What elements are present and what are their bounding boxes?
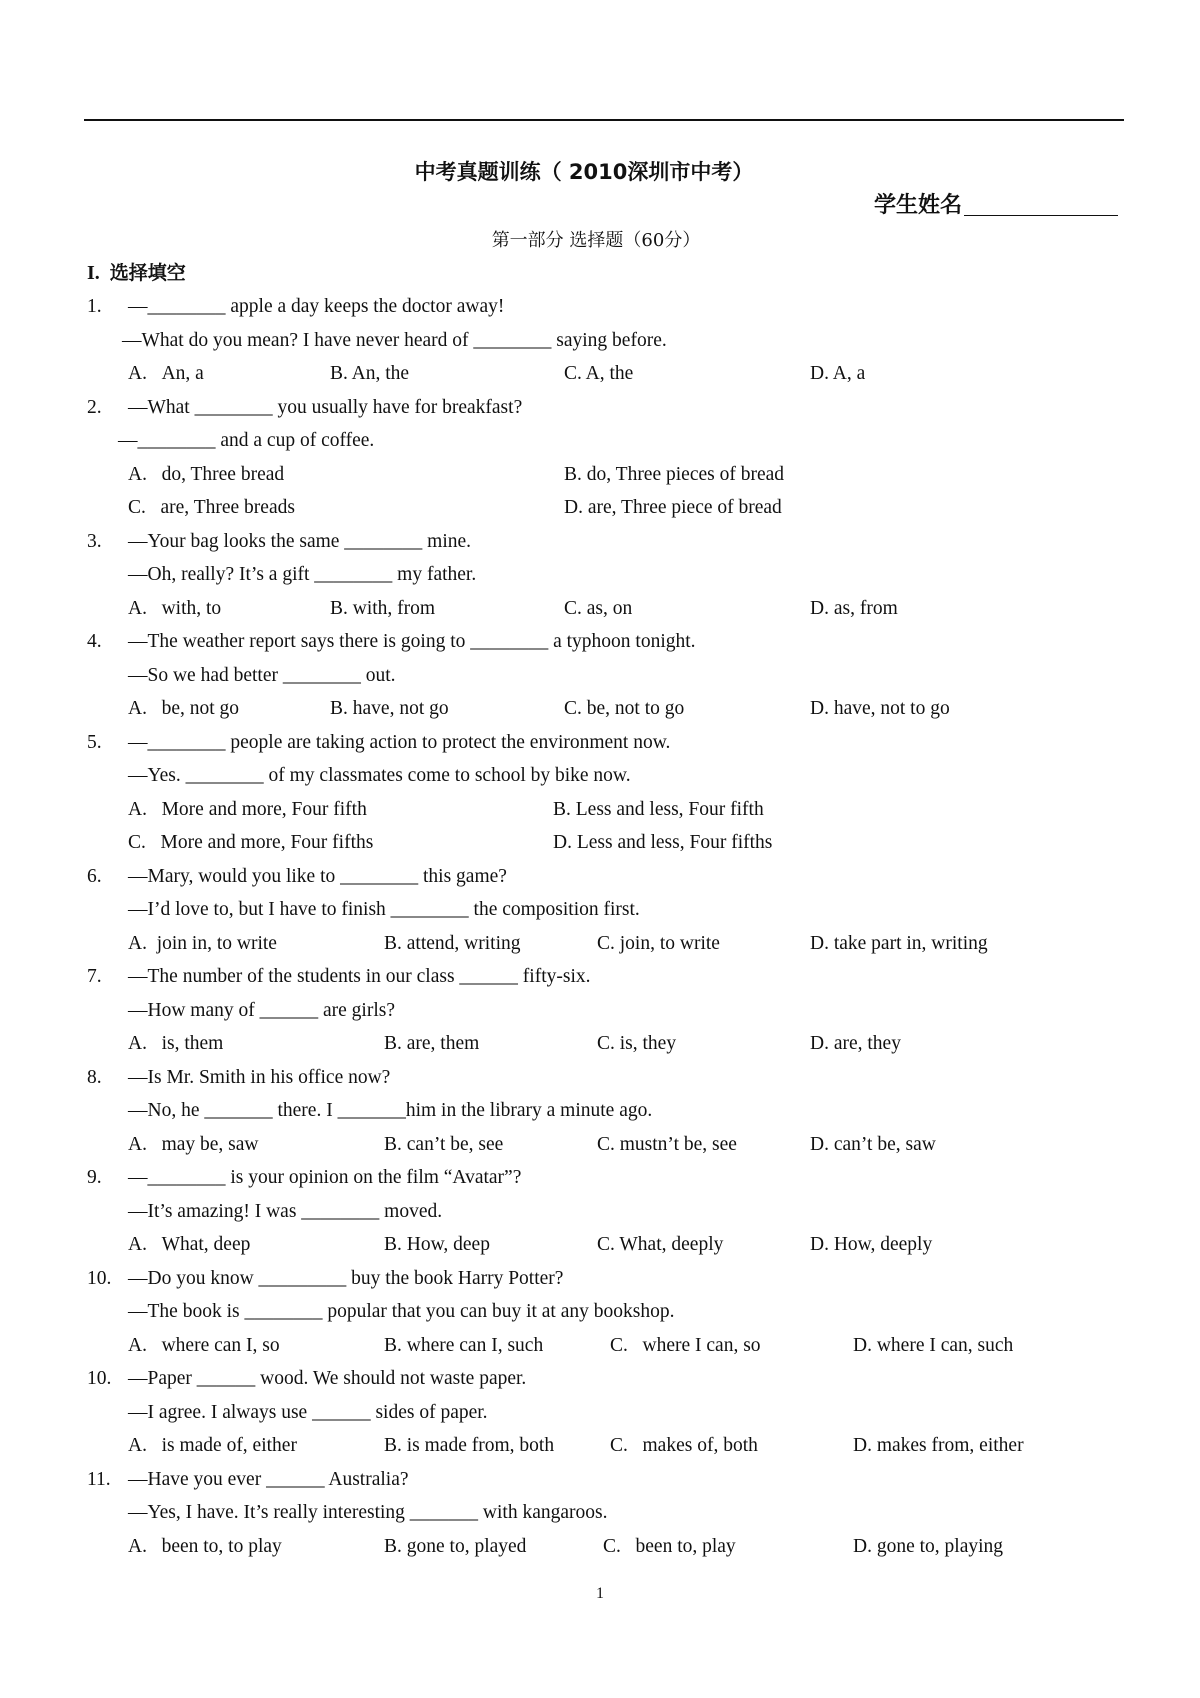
question-stem <box>0 1463 1200 1497</box>
question-number: 10. <box>87 1368 112 1389</box>
question-line: —Do you know _________ buy the book Harry Potter? <box>128 1267 564 1289</box>
page-title-text: 中考真题训练（ 2010深圳市中考） <box>414 160 754 184</box>
question-number: 10. <box>87 1267 112 1289</box>
question-line: —Mary, would you like to ________ this game? <box>128 865 507 887</box>
header-rule <box>84 119 1124 121</box>
answer-option-a[interactable]: A. be, not go <box>128 698 240 719</box>
section-title: 选择填空 <box>109 262 186 284</box>
options-row <box>0 1128 1200 1162</box>
question-number: 4. <box>87 631 102 652</box>
answer-option-c[interactable]: C. What, deeply <box>597 1234 724 1255</box>
question-line: —The weather report says there is going to ________ a typhoon tonight. <box>128 631 696 652</box>
answer-option-d[interactable]: D. A, a <box>810 363 866 384</box>
question-stem <box>0 726 1200 760</box>
question-reply <box>0 1195 1200 1229</box>
question-number: 8. <box>87 1066 102 1088</box>
question-list <box>0 290 1200 1563</box>
question-number: 7. <box>87 966 102 987</box>
answer-option-d[interactable]: D. Less and less, Four fifths <box>553 832 773 853</box>
answer-option-b[interactable]: B. where can I, such <box>384 1334 544 1356</box>
answer-option-c[interactable]: C. join, to write <box>597 932 720 954</box>
question-stem <box>0 1362 1200 1396</box>
question-line: —Oh, really? It’s a gift ________ my father. <box>128 564 477 585</box>
answer-option-a[interactable]: A. An, a <box>128 363 204 384</box>
question-line: —Is Mr. Smith in his office now? <box>128 1066 391 1088</box>
answer-option-b[interactable]: B. do, Three pieces of bread <box>564 463 785 485</box>
answer-option-d[interactable]: D. How, deeply <box>810 1234 933 1255</box>
question-line: —How many of ______ are girls? <box>128 999 395 1021</box>
options-row <box>0 1027 1200 1061</box>
answer-option-c[interactable]: C. is, they <box>597 1033 677 1054</box>
answer-option-a[interactable]: A. do, Three bread <box>128 463 285 485</box>
answer-option-d[interactable]: D. take part in, writing <box>810 932 988 954</box>
answer-option-a[interactable]: A. with, to <box>128 597 222 619</box>
answer-option-b[interactable]: B. An, the <box>330 363 410 384</box>
answer-option-a[interactable]: A. where can I, so <box>128 1334 280 1356</box>
answer-option-c[interactable]: C. A, the <box>564 363 634 384</box>
answer-option-c[interactable]: C. been to, play <box>603 1535 736 1557</box>
answer-option-d[interactable]: D. are, they <box>810 1033 901 1054</box>
options-row <box>0 1530 1200 1564</box>
options-row <box>0 491 1200 525</box>
answer-option-b[interactable]: B. have, not go <box>330 698 449 719</box>
question-line: —Yes, I have. It’s really interesting _______ with kangaroos. <box>128 1502 608 1523</box>
question-reply <box>0 893 1200 927</box>
question-reply <box>0 324 1200 358</box>
question-stem <box>0 1161 1200 1195</box>
question-stem <box>0 1262 1200 1296</box>
options-row <box>0 927 1200 961</box>
section-number: I. <box>87 262 100 284</box>
question-stem <box>0 860 1200 894</box>
answer-option-c[interactable]: C. be, not to go <box>564 698 685 719</box>
part-heading-text: 第一部分 选择题（60分） <box>491 230 701 251</box>
answer-option-d[interactable]: D. have, not to go <box>810 698 950 719</box>
question-stem <box>0 525 1200 559</box>
question-number: 11. <box>87 1468 111 1490</box>
answer-option-a[interactable]: A. may be, saw <box>128 1133 259 1155</box>
question-number: 1. <box>87 296 102 317</box>
question-number: 2. <box>87 396 102 418</box>
answer-option-a[interactable]: A. What, deep <box>128 1234 251 1255</box>
answer-option-b[interactable]: B. gone to, played <box>384 1535 527 1557</box>
question-line: —What ________ you usually have for breakfast? <box>128 396 523 418</box>
answer-option-b[interactable]: B. with, from <box>330 597 436 619</box>
question-line: —Have you ever ______ Australia? <box>128 1468 409 1490</box>
question-line: —________ and a cup of coffee. <box>118 430 375 451</box>
answer-option-d[interactable]: D. where I can, such <box>853 1334 1014 1356</box>
answer-option-a[interactable]: A. is, them <box>128 1033 224 1054</box>
question-line: —So we had better ________ out. <box>128 664 396 686</box>
options-row <box>0 592 1200 626</box>
student-name-field <box>874 188 1118 219</box>
answer-option-a[interactable]: A. is made of, either <box>128 1435 297 1456</box>
question-reply <box>0 759 1200 793</box>
question-reply <box>0 1396 1200 1430</box>
question-line: —No, he _______ there. I _______him in the library a minute ago. <box>128 1100 653 1121</box>
question-line: —The number of the students in our class ______ fifty-six. <box>128 966 591 987</box>
options-row <box>0 1329 1200 1363</box>
question-reply <box>0 659 1200 693</box>
section-heading <box>87 258 186 285</box>
part-heading <box>0 226 1200 252</box>
question-reply <box>0 1496 1200 1530</box>
question-line: —________ is your opinion on the film “Avatar”? <box>128 1167 522 1188</box>
answer-option-d[interactable]: D. makes from, either <box>853 1435 1024 1456</box>
answer-option-a[interactable]: A. More and more, Four fifth <box>128 798 367 820</box>
answer-option-b[interactable]: B. attend, writing <box>384 932 521 954</box>
question-line: —The book is ________ popular that you can buy it at any bookshop. <box>128 1301 675 1322</box>
answer-option-a[interactable]: A. been to, to play <box>128 1535 282 1557</box>
options-row <box>0 357 1200 391</box>
question-reply <box>0 1094 1200 1128</box>
question-number: 9. <box>87 1167 102 1188</box>
answer-option-c[interactable]: C. where I can, so <box>610 1334 761 1356</box>
question-stem <box>0 960 1200 994</box>
answer-option-a[interactable]: A. join in, to write <box>128 932 277 954</box>
question-reply <box>0 994 1200 1028</box>
question-reply <box>0 1295 1200 1329</box>
options-row <box>0 458 1200 492</box>
question-stem <box>0 1061 1200 1095</box>
answer-option-b[interactable]: B. Less and less, Four fifth <box>553 798 764 820</box>
question-line: —I agree. I always use ______ sides of paper. <box>128 1401 488 1423</box>
question-stem <box>0 625 1200 659</box>
answer-option-b[interactable]: B. can’t be, see <box>384 1133 504 1155</box>
question-stem <box>0 290 1200 324</box>
answer-option-c[interactable]: C. makes of, both <box>610 1435 758 1456</box>
question-reply <box>0 424 1200 458</box>
page-title <box>0 156 1200 186</box>
answer-option-c[interactable]: C. are, Three breads <box>128 497 295 518</box>
page-number: 1 <box>596 1585 604 1602</box>
answer-option-b[interactable]: B. are, them <box>384 1033 480 1054</box>
question-number: 5. <box>87 731 102 753</box>
options-row <box>0 826 1200 860</box>
question-line: —________ people are taking action to protect the environment now. <box>128 731 671 753</box>
answer-option-b[interactable]: B. How, deep <box>384 1234 490 1255</box>
question-number: 3. <box>87 530 102 552</box>
options-row <box>0 1429 1200 1463</box>
question-line: —What do you mean? I have never heard of ________ saying before. <box>122 329 667 351</box>
answer-option-c[interactable]: C. as, on <box>564 597 633 619</box>
question-line: —It’s amazing! I was ________ moved. <box>128 1200 443 1222</box>
question-line: —Your bag looks the same ________ mine. <box>128 530 472 552</box>
options-row <box>0 1228 1200 1262</box>
question-line: —I’d love to, but I have to finish ________ the composition first. <box>128 899 640 920</box>
student-name-label: 学生姓名 <box>873 193 962 218</box>
student-name-blank <box>964 191 1118 216</box>
question-stem <box>0 391 1200 425</box>
question-reply <box>0 558 1200 592</box>
answer-option-d[interactable]: D. gone to, playing <box>853 1535 1004 1557</box>
answer-option-d[interactable]: D. can’t be, saw <box>810 1133 936 1155</box>
question-number: 6. <box>87 865 102 887</box>
question-line: —________ apple a day keeps the doctor away! <box>128 296 505 317</box>
question-line: —Yes. ________ of my classmates come to school by bike now. <box>128 765 631 786</box>
question-line: —Paper ______ wood. We should not waste paper. <box>128 1368 527 1389</box>
options-row <box>0 793 1200 827</box>
answer-option-c[interactable]: C. mustn’t be, see <box>597 1133 737 1155</box>
answer-option-c[interactable]: C. More and more, Four fifths <box>128 832 374 853</box>
answer-option-d[interactable]: D. are, Three piece of bread <box>564 497 782 518</box>
answer-option-d[interactable]: D. as, from <box>810 597 898 619</box>
options-row <box>0 692 1200 726</box>
answer-option-b[interactable]: B. is made from, both <box>384 1435 555 1456</box>
